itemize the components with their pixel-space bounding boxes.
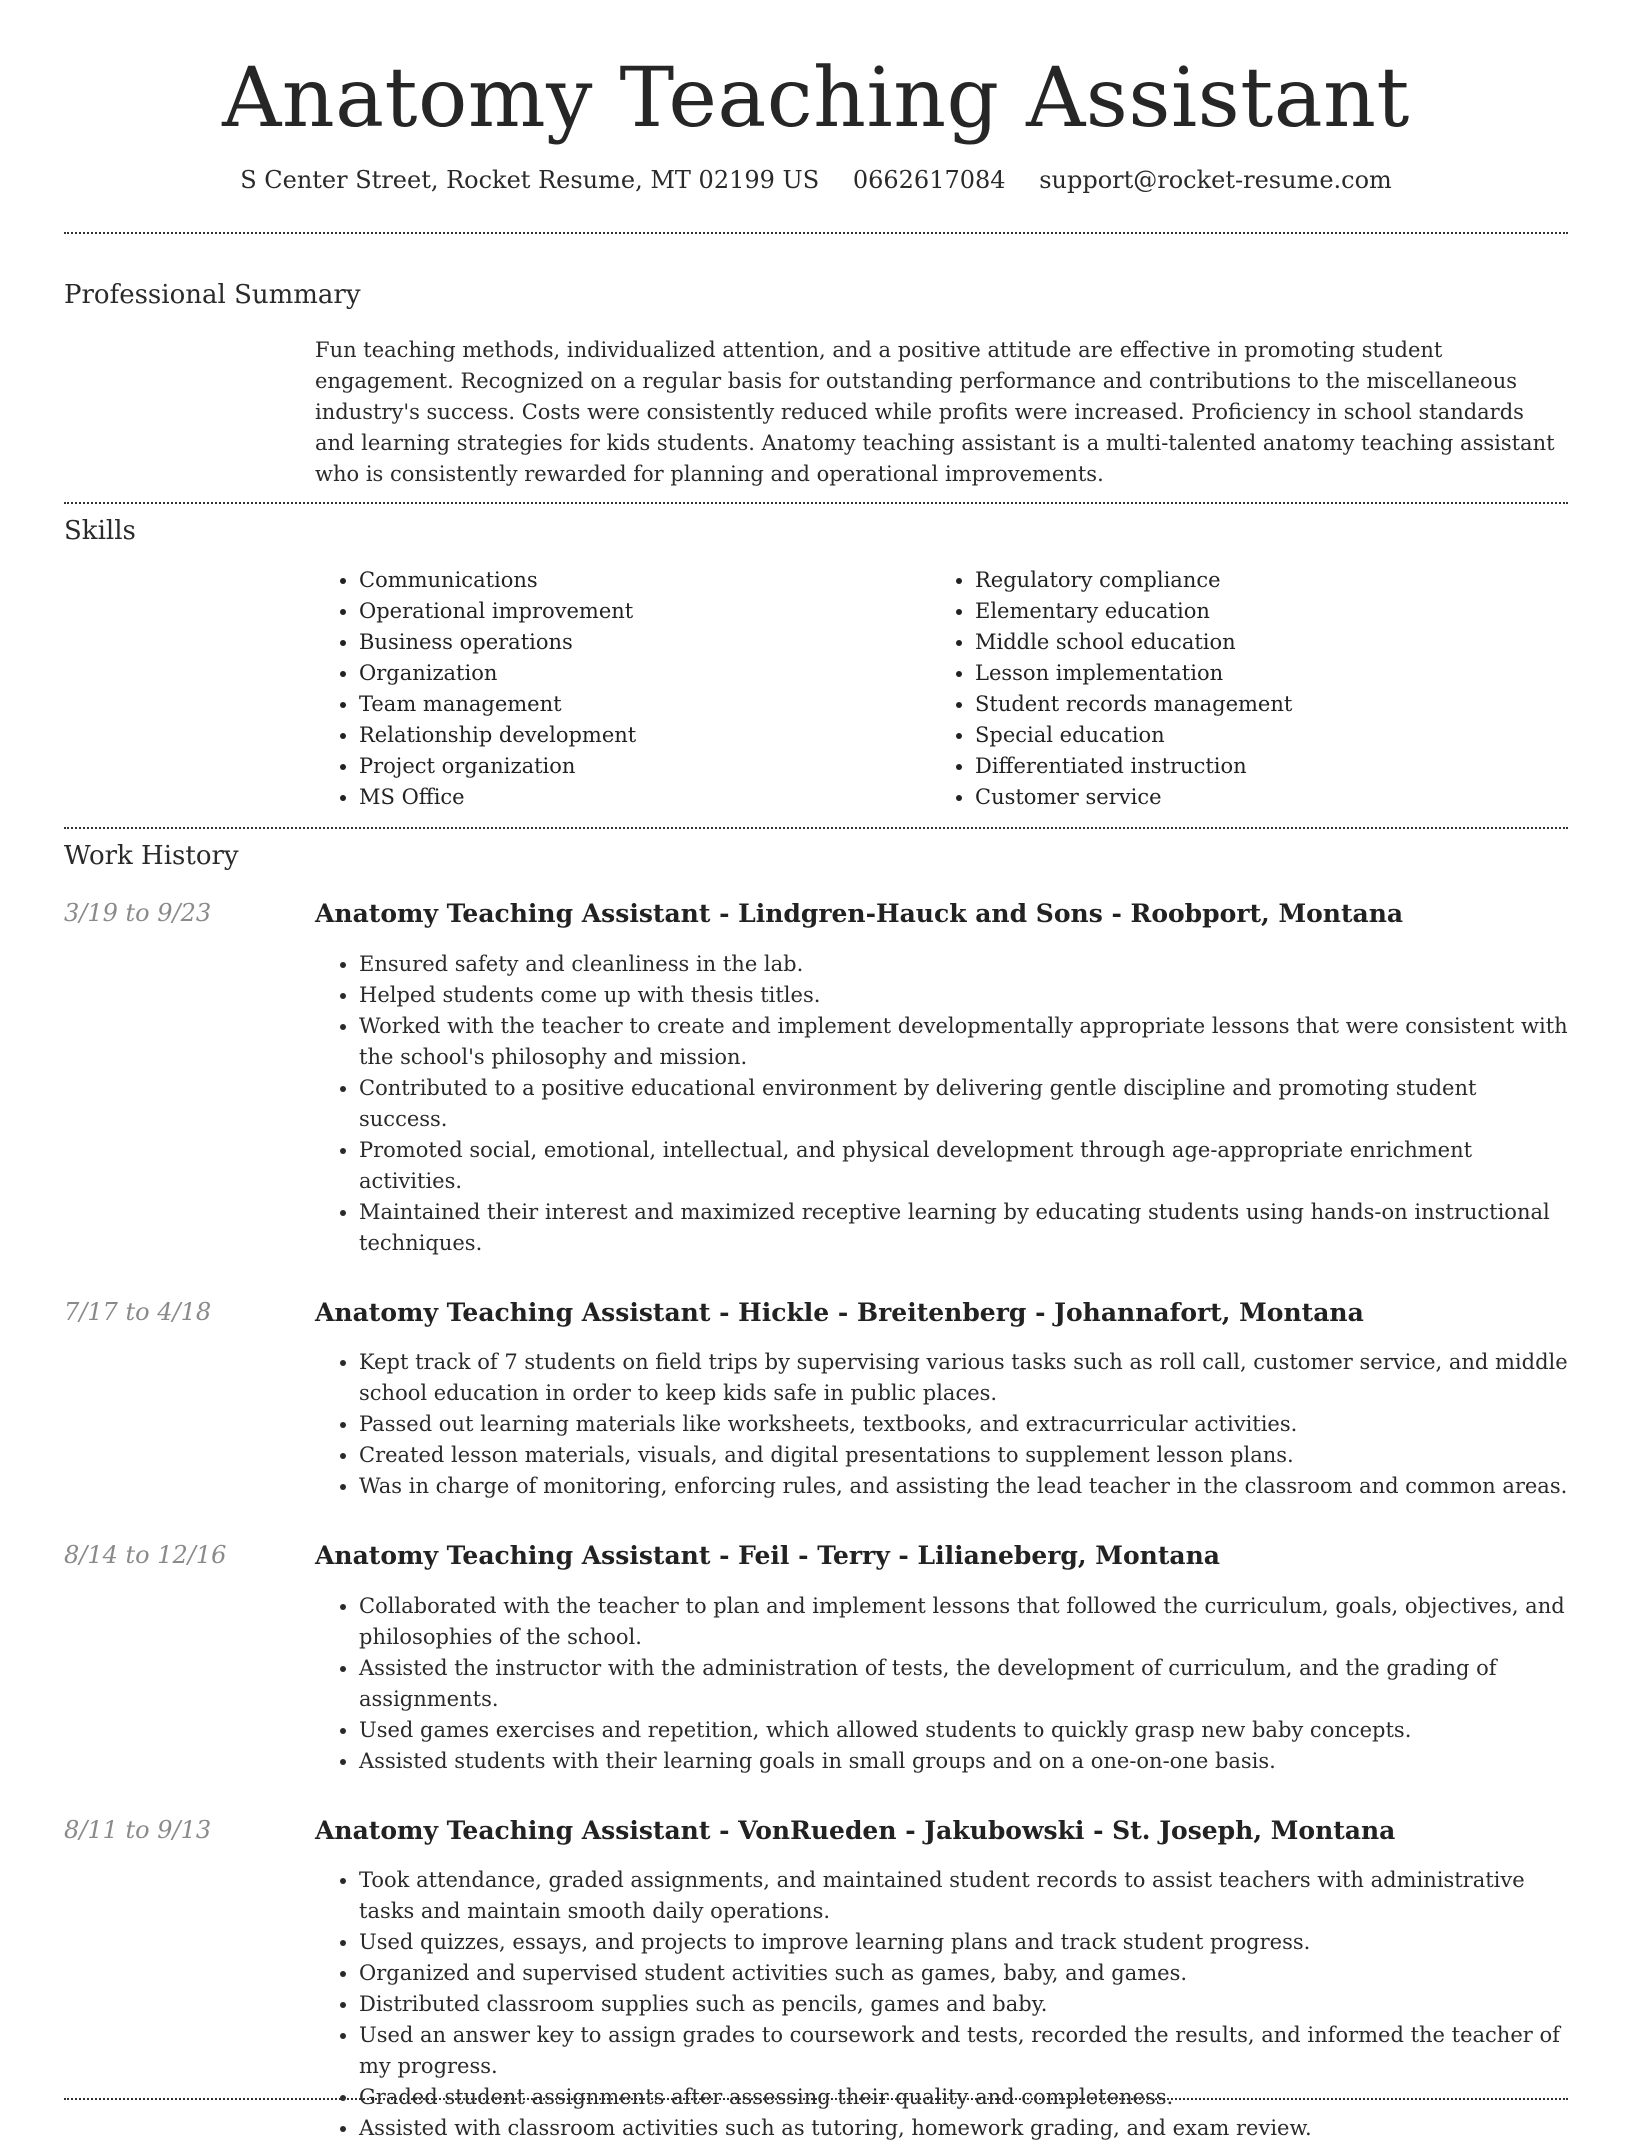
skill-item: • Business operations [359, 627, 931, 658]
summary-text: Fun teaching methods, individualized attention, and a positive attitude are effective in promoting student engagement. Recognized on a regular basis for outstanding performance and contributions to the miscellaneous industry's success. Costs were consistently reduced while profits were increased. Proficiency in school standards and learning strategies for kids students. Anatomy teaching assistant is a multi-talented anatomy teaching assistant who is consistently rewarded for planning and operational improvements. [315, 338, 1555, 487]
job-entry [64, 898, 1568, 1259]
skills-divider [64, 827, 1568, 829]
skill-item: • Special education [975, 720, 1547, 751]
job-date: 8/11 to 9/13 [64, 1815, 212, 1844]
contact-address: S Center Street, Rocket Resume, MT 02199 US [240, 166, 820, 195]
job-bullets [315, 1347, 1568, 1502]
job-bullets [315, 1591, 1568, 1777]
skill-item: • Elementary education [975, 596, 1547, 627]
job-bullet: • Helped students come up with thesis titles. [359, 980, 1568, 1011]
summary-heading: Professional Summary [64, 279, 361, 310]
job-bullet: • Used games exercises and repetition, which allowed students to quickly grasp new baby concepts. [359, 1715, 1568, 1746]
skill-item: • Communications [359, 565, 931, 596]
job-bullet: • Contributed to a positive educational environment by delivering gentle discipline and promoting student success. [359, 1073, 1568, 1135]
job-entry [64, 1815, 1568, 2144]
job-bullet: • Assisted the instructor with the administration of tests, the development of curriculum, and the grading of assignments. [359, 1653, 1568, 1715]
job-entry [64, 1540, 1568, 1777]
job-entry [64, 1297, 1568, 1503]
job-bullet: • Assisted with classroom activities such as tutoring, homework grading, and exam review. [359, 2113, 1568, 2144]
skills-list-left [315, 565, 931, 813]
job-bullet: • Created lesson materials, visuals, and digital presentations to supplement lesson plans. [359, 1440, 1568, 1471]
skill-item: • Operational improvement [359, 596, 931, 627]
job-title: Anatomy Teaching Assistant - Hickle - Breitenberg - Johannafort, Montana [315, 1297, 1364, 1327]
job-bullet: • Maintained their interest and maximized receptive learning by educating students using hands-on instructional techniques. [359, 1197, 1568, 1259]
skill-item: • Differentiated instruction [975, 751, 1547, 782]
job-bullet: • Kept track of 7 students on field trips by supervising various tasks such as roll call, customer service, and middle school education in order to keep kids safe in public places. [359, 1347, 1568, 1409]
skill-item: • MS Office [359, 782, 931, 813]
job-title: Anatomy Teaching Assistant - Feil - Terry - Lilianeberg, Montana [315, 1541, 1220, 1571]
summary-divider [64, 502, 1568, 504]
job-bullet: • Used an answer key to assign grades to coursework and tests, recorded the results, and informed the teacher of my progress. [359, 2020, 1568, 2082]
job-bullet: • Assisted students with their learning goals in small groups and on a one-on-one basis. [359, 1746, 1568, 1777]
job-bullet: • Passed out learning materials like worksheets, textbooks, and extracurricular activities. [359, 1409, 1568, 1440]
skills-heading: Skills [64, 516, 136, 547]
skill-item: • Organization [359, 658, 931, 689]
job-bullet: • Worked with the teacher to create and implement developmentally appropriate lessons that were consistent with the school's philosophy and mission. [359, 1011, 1568, 1073]
job-title: Anatomy Teaching Assistant - Lindgren-Hauck and Sons - Roobport, Montana [315, 899, 1404, 929]
footer-divider [64, 2098, 1568, 2100]
job-bullet: • Distributed classroom supplies such as pencils, games and baby. [359, 1989, 1568, 2020]
work-heading: Work History [64, 841, 239, 872]
skill-item: • Project organization [359, 751, 931, 782]
skill-item: • Relationship development [359, 720, 931, 751]
job-bullet: • Graded student assignments after assessing their quality and completeness. [359, 2082, 1568, 2113]
job-title: Anatomy Teaching Assistant - VonRueden - Jakubowski - St. Joseph, Montana [315, 1815, 1396, 1845]
skill-item: • Customer service [975, 782, 1547, 813]
job-date: 8/14 to 12/16 [64, 1541, 227, 1570]
job-bullet: • Organized and supervised student activities such as games, baby, and games. [359, 1958, 1568, 1989]
skills-list-right [931, 565, 1547, 813]
skills-grid [315, 565, 1568, 813]
skill-item: • Student records management [975, 689, 1547, 720]
job-bullet: • Promoted social, emotional, intellectual, and physical development through age-appropriate enrichment activities. [359, 1135, 1568, 1197]
work-section [64, 841, 1568, 2144]
skills-section [64, 516, 1568, 813]
job-bullets [315, 949, 1568, 1259]
contact-email: support@rocket-resume.com [1039, 166, 1392, 195]
job-bullet: • Used quizzes, essays, and projects to improve learning plans and track student progress. [359, 1927, 1568, 1958]
skill-item: • Regulatory compliance [975, 565, 1547, 596]
job-date: 7/17 to 4/18 [64, 1297, 212, 1326]
header-divider [64, 232, 1568, 234]
summary-section [64, 280, 1568, 490]
job-bullet: • Ensured safety and cleanliness in the lab. [359, 949, 1568, 980]
job-bullet: • Took attendance, graded assignments, and maintained student records to assist teachers with administrative tasks and maintain smooth daily operations. [359, 1865, 1568, 1927]
resume-name: Anatomy Teaching Assistant [222, 51, 1410, 146]
skill-item: • Middle school education [975, 627, 1547, 658]
job-bullet: • Was in charge of monitoring, enforcing rules, and assisting the lead teacher in the classroom and common areas. [359, 1471, 1568, 1502]
contact-line [64, 164, 1568, 198]
skill-item: • Team management [359, 689, 931, 720]
job-bullets [315, 1865, 1568, 2144]
skill-item: • Lesson implementation [975, 658, 1547, 689]
job-date: 3/19 to 9/23 [64, 899, 212, 928]
job-bullet: • Collaborated with the teacher to plan and implement lessons that followed the curriculum, goals, objectives, and philosophies of the school. [359, 1591, 1568, 1653]
contact-phone: 0662617084 [852, 166, 1006, 195]
